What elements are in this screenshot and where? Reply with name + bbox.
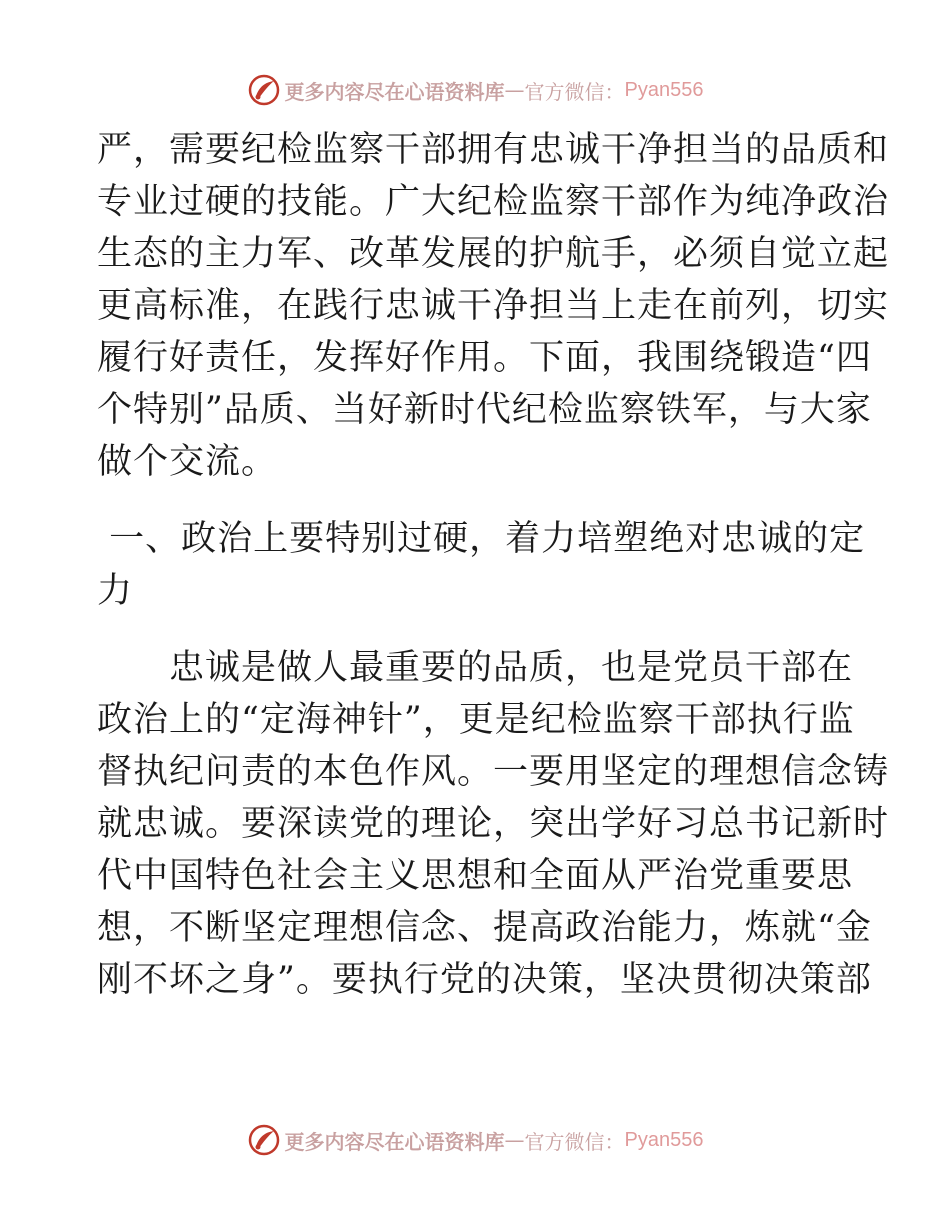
heading-line: 力 (97, 571, 134, 611)
text-line: 督执纪问责的本色作风。一要用坚定的理想信念铸 (97, 752, 890, 792)
text-line: 严，需要纪检监察干部拥有忠诚干净担当的品质和 (97, 130, 890, 170)
text-line: 个特别”品质、当好新时代纪检监察铁军，与大家 (97, 390, 872, 430)
text-line: 生态的主力军、改革发展的护航手，必须自觉立起 (97, 234, 890, 274)
section-heading-1 (97, 513, 866, 617)
heading-line: 一、政治上要特别过硬，着力培塑绝对忠诚的定 (97, 519, 866, 559)
text-line: 想，不断坚定理想信念、提高政治能力，炼就“金 (97, 908, 872, 948)
watermark-banner-bottom (0, 1120, 950, 1160)
watermark-title: 更多内容尽在心语资料库 (284, 79, 505, 104)
watermark-banner-top (0, 70, 950, 110)
watermark-title: 更多内容尽在心语资料库 (284, 1129, 505, 1154)
watermark-dash: — (504, 1128, 525, 1152)
paragraph-intro (97, 124, 890, 488)
watermark-dash: — (504, 78, 525, 102)
text-line: 专业过硬的技能。广大纪检监察干部作为纯净政治 (97, 182, 890, 222)
text-line: 就忠诚。要深读党的理论，突出学好习总书记新时 (97, 804, 890, 844)
watermark-wechat-id: Pyan556 (624, 1128, 704, 1151)
text-line: 代中国特色社会主义思想和全面从严治党重要思 (97, 856, 854, 896)
watermark-wechat-label: 官方微信： (524, 79, 625, 104)
document-body (97, 124, 890, 1006)
watermark-wechat-id: Pyan556 (624, 78, 704, 101)
paragraph-spacer (97, 617, 857, 642)
paragraph-loyalty (97, 642, 890, 1006)
watermark-wechat-label: 官方微信： (524, 1129, 625, 1154)
brand-logo-icon (247, 73, 281, 107)
paragraph-spacer (97, 488, 857, 513)
text-line: 做个交流。 (97, 442, 278, 482)
text-line: 政治上的“定海神针”，更是纪检监察干部执行监 (97, 700, 855, 740)
brand-logo-icon (247, 1123, 281, 1157)
text-line: 履行好责任，发挥好作用。下面，我围绕锻造“四 (97, 338, 872, 378)
text-line: 更高标准，在践行忠诚干净担当上走在前列，切实 (97, 286, 890, 326)
text-line: 刚不坏之身”。要执行党的决策，坚决贯彻决策部 (97, 960, 872, 1000)
text-line: 忠诚是做人最重要的品质，也是党员干部在 (97, 648, 854, 688)
